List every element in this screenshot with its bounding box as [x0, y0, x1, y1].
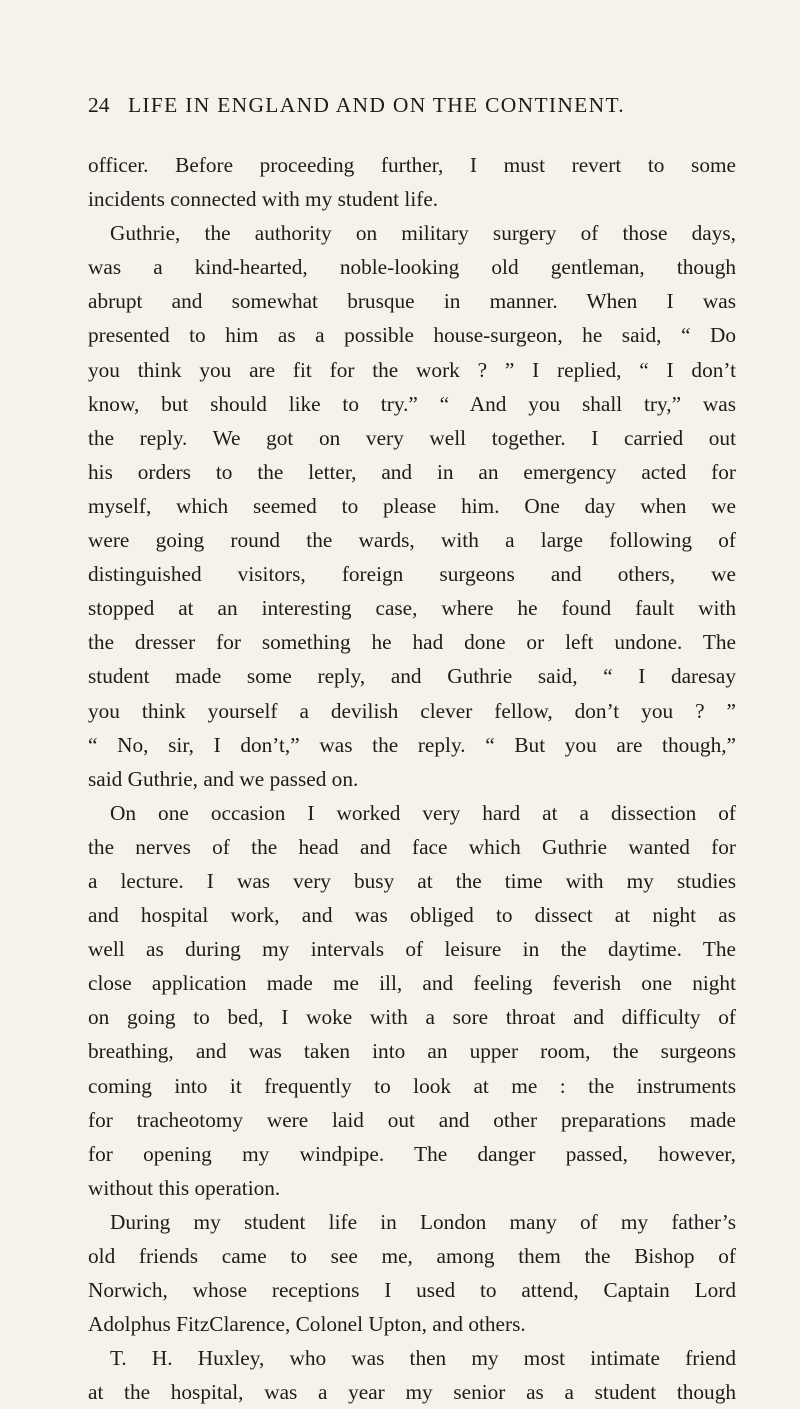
text-line: coming into it frequently to look at me : the instruments	[88, 1073, 736, 1098]
text-line: a lecture. I was very busy at the time with my studies	[88, 868, 736, 893]
page-number: 24	[88, 93, 110, 117]
running-head	[88, 93, 700, 118]
text-line: you think yourself a devilish clever fellow, don’t you ? ”	[88, 698, 736, 723]
text-line: on going to bed, I woke with a sore throat and difficulty of	[88, 1005, 736, 1030]
text-line: Guthrie, the authority on military surgery of those days,	[110, 221, 736, 246]
text-line: old friends came to see me, among them the Bishop of	[88, 1244, 736, 1268]
text-line: were going round the wards, with a large following of	[88, 528, 736, 553]
text-line: for opening my windpipe. The danger passed, however,	[88, 1141, 736, 1166]
text-line: without this operation.	[88, 1175, 281, 1200]
text-line: was a kind-hearted, noble-looking old gentleman, though	[88, 255, 736, 280]
text-line: Norwich, whose receptions I used to attend, Captain Lord	[88, 1278, 736, 1303]
text-line: and hospital work, and was obliged to dissect at night as	[88, 903, 736, 928]
text-line: On one occasion I worked very hard at a dissection of	[110, 800, 736, 825]
text-line: the nerves of the head and face which Guthrie wanted for	[88, 834, 736, 859]
text-line: breathing, and was taken into an upper room, the surgeons	[88, 1039, 736, 1064]
running-title: LIFE IN ENGLAND AND ON THE CONTINENT.	[128, 93, 625, 117]
text-line: for tracheotomy were laid out and other preparations made	[88, 1107, 736, 1132]
text-line: incidents connected with my student life.	[88, 187, 439, 212]
text-line: student made some reply, and Guthrie said, “ I daresay	[88, 664, 736, 689]
text-line: his orders to the letter, and in an emergency acted for	[88, 459, 736, 484]
text-line: the reply. We got on very well together. I carried out	[88, 425, 736, 450]
text-line: T. H. Huxley, who was then my most intimate friend	[110, 1346, 736, 1371]
text-line: well as during my intervals of leisure in the daytime. The	[88, 937, 736, 962]
text-line: stopped at an interesting case, where he found fault with	[88, 596, 736, 621]
text-line: you think you are fit for the work ? ” I replied, “ I don’t	[88, 357, 736, 382]
text-line: During my student life in London many of my father’s	[110, 1209, 736, 1234]
text-line: Adolphus FitzClarence, Colonel Upton, and others.	[88, 1312, 526, 1337]
text-line: distinguished visitors, foreign surgeons and others, we	[88, 562, 736, 587]
body-text	[88, 148, 736, 1409]
text-line: close application made me ill, and feeling feverish one night	[88, 971, 736, 996]
text-line: know, but should like to try.” “ And you shall try,” was	[88, 391, 736, 416]
text-line: myself, which seemed to please him. One day when we	[88, 493, 736, 518]
text-line: abrupt and somewhat brusque in manner. When I was	[88, 289, 736, 314]
text-line: said Guthrie, and we passed on.	[88, 766, 359, 791]
text-line: the dresser for something he had done or left undone. The	[88, 630, 736, 655]
text-line: “ No, sir, I don’t,” was the reply. “ But you are though,”	[88, 732, 736, 757]
text-line: officer. Before proceeding further, I must revert to some	[88, 153, 736, 177]
text-line: at the hospital, was a year my senior as a student though	[88, 1380, 736, 1405]
text-line: presented to him as a possible house-surgeon, he said, “ Do	[88, 323, 736, 348]
